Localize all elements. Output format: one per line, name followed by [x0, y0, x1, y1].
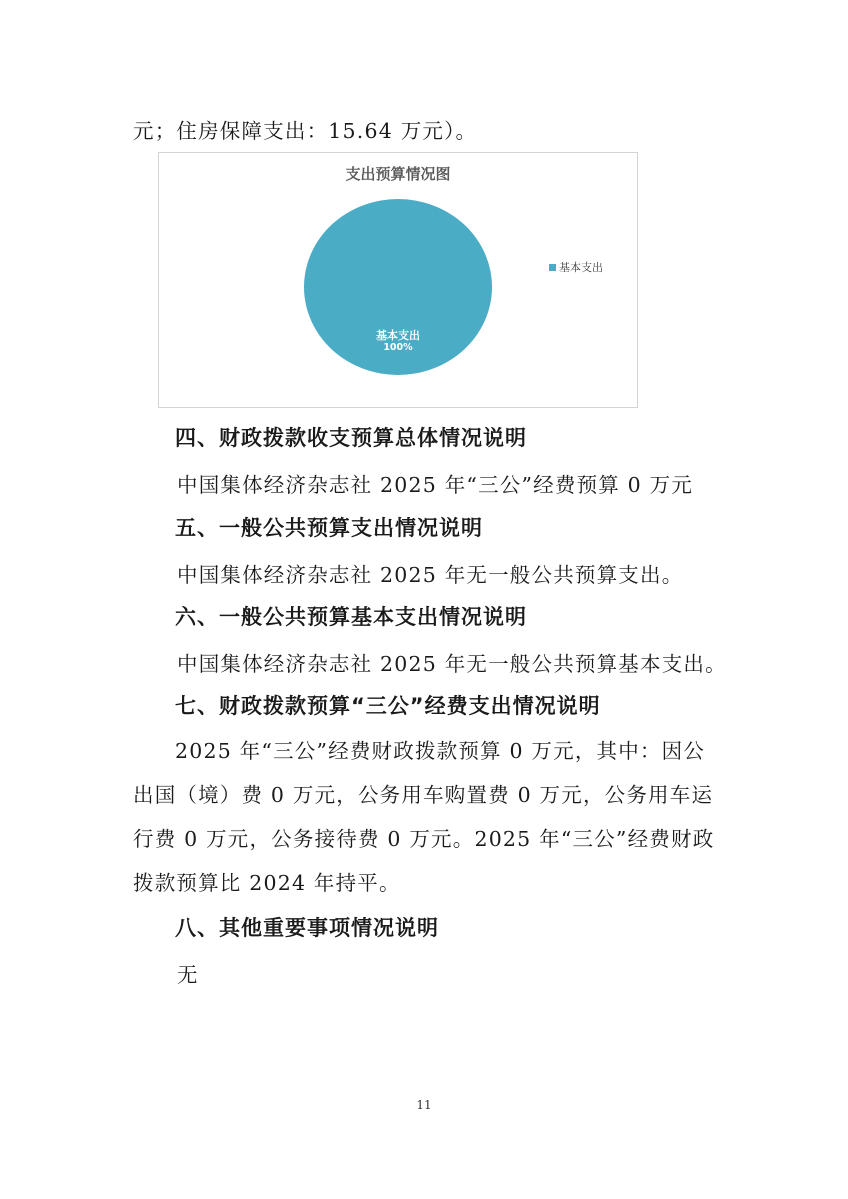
text-line: 2025 年“三公”经费财政拨款预算 0 万元，其中：因公: [175, 739, 706, 763]
pie-chart: [158, 152, 638, 408]
section-heading: 八、其他重要事项情况说明: [175, 916, 439, 940]
section-heading: 五、一般公共预算支出情况说明: [175, 516, 483, 540]
chart-legend: [549, 259, 603, 275]
text-line: 中国集体经济杂志社 2025 年无一般公共预算基本支出。: [177, 652, 727, 676]
text-line: 出国（境）费 0 万元，公务用车购置费 0 万元，公务用车运: [133, 783, 714, 807]
legend-label: 基本支出: [559, 261, 603, 274]
text-line: 元；住房保障支出：15.64 万元）。: [133, 119, 478, 143]
slice-label-name: 基本支出: [376, 329, 420, 342]
text-line: 拨款预算比 2024 年持平。: [133, 871, 401, 895]
text-line: 无: [177, 963, 199, 987]
text-line: 中国集体经济杂志社 2025 年无一般公共预算支出。: [177, 563, 684, 587]
text-line: 中国集体经济杂志社 2025 年“三公”经费预算 0 万元: [177, 473, 694, 497]
pie-plot: [304, 199, 492, 375]
page-number: 11: [416, 1098, 432, 1112]
pie-slice: [304, 199, 492, 375]
section-heading: 六、一般公共预算基本支出情况说明: [175, 605, 527, 629]
slice-label-percent: 100%: [383, 342, 413, 353]
text-line: 行费 0 万元，公务接待费 0 万元。2025 年“三公”经费财政: [133, 827, 715, 851]
section-heading: 四、财政拨款收支预算总体情况说明: [175, 426, 527, 450]
chart-title: 支出预算情况图: [345, 165, 451, 183]
section-heading: 七、财政拨款预算“三公”经费支出情况说明: [175, 694, 601, 718]
legend-swatch: [549, 264, 556, 271]
